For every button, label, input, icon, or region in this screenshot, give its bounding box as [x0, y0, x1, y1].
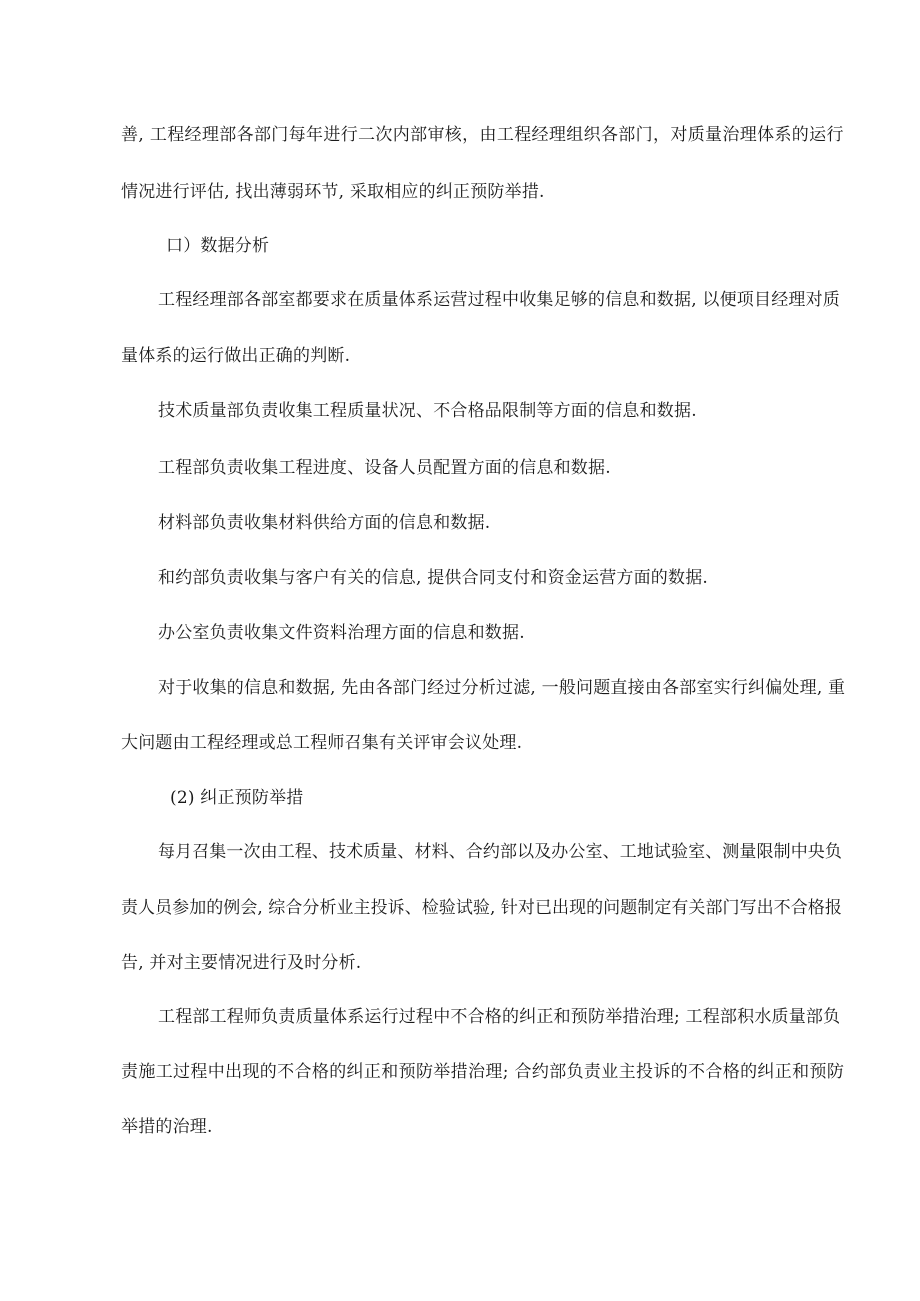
paragraph-line: 量体系的运行做出正确的判断. — [121, 346, 351, 366]
paragraph-line: 材料部负责收集材料供给方面的信息和数据. — [158, 513, 491, 533]
paragraph-line: 工程经理部各部室都要求在质量体系运营过程中收集足够的信息和数据, 以便项目经理对质 — [158, 290, 841, 310]
paragraph-line: 责施工过程中出现的不合格的纠正和预防举措治理; 合约部负责业主投诉的不合格的纠正和预防 — [121, 1062, 845, 1082]
paragraph-line: 和约部负责收集与客户有关的信息, 提供合同支付和资金运营方面的数据. — [158, 568, 709, 588]
paragraph-line: 责人员参加的例会, 综合分析业主投诉、检验试验, 针对已出现的问题制定有关部门写出不合格报 — [121, 898, 842, 918]
paragraph-line: 善, 工程经理部各部门每年进行二次内部审核，由工程经理组织各部门，对质量治理体系的运行 — [121, 125, 844, 145]
section-heading-data-analysis: 口）数据分析 — [166, 236, 270, 256]
paragraph-line: 办公室负责收集文件资料治理方面的信息和数据. — [158, 623, 525, 643]
paragraph-line: 对于收集的信息和数据, 先由各部门经过分析过滤, 一般问题直接由各部室实行纠偏处理, 重 — [158, 678, 846, 698]
paragraph-line: 举措的治理. — [121, 1117, 213, 1137]
section-heading-corrective-measures: (2) 纠正预防举措 — [170, 788, 304, 808]
paragraph-line: 工程部工程师负责质量体系运行过程中不合格的纠正和预防举措治理; 工程部积水质量部负 — [158, 1007, 841, 1027]
paragraph-line: 大问题由工程经理或总工程师召集有关评审会议处理. — [121, 733, 523, 753]
paragraph-line: 技术质量部负责收集工程质量状况、不合格品限制等方面的信息和数据. — [158, 401, 697, 421]
paragraph-line: 每月召集一次由工程、技术质量、材料、合约部以及办公室、工地试验室、测量限制中央负 — [158, 842, 842, 862]
paragraph-line: 工程部负责收集工程进度、设备人员配置方面的信息和数据. — [158, 458, 611, 478]
paragraph-line: 情况进行评估, 找出薄弱环节, 采取相应的纠正预防举措. — [121, 182, 545, 202]
paragraph-line: 告, 并对主要情况进行及时分析. — [121, 953, 362, 973]
